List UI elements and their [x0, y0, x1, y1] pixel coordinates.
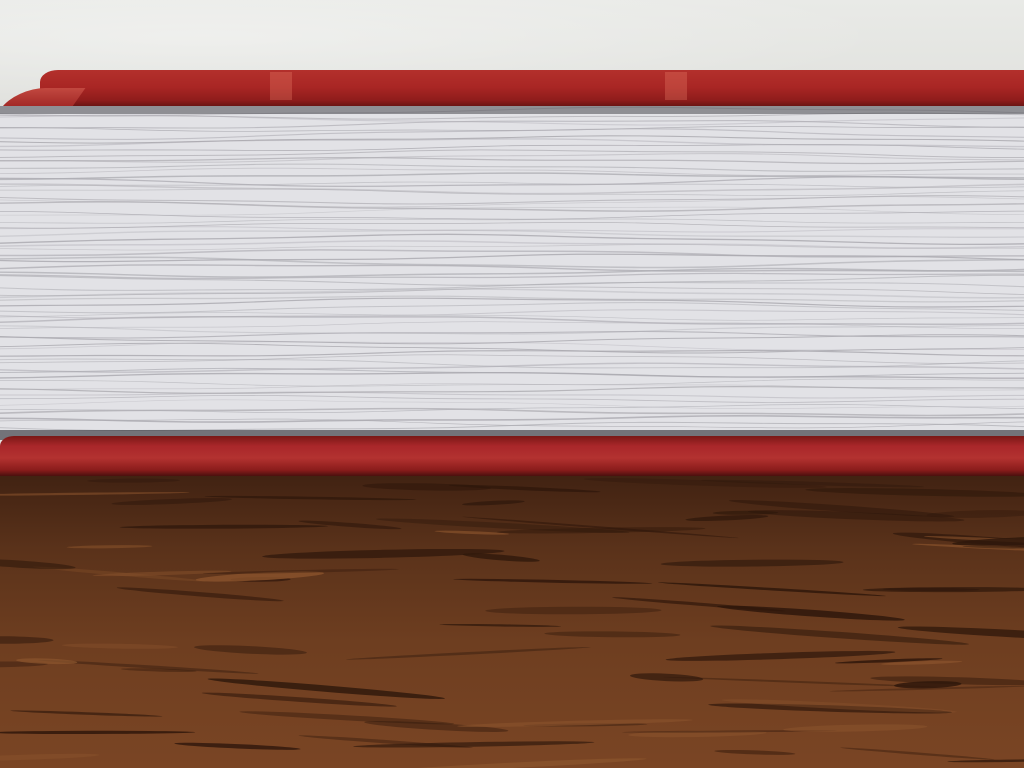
wood-grain-streak [661, 559, 844, 568]
wood-grain-streak [783, 723, 927, 733]
book [0, 70, 1024, 480]
wood-grain-streak [0, 731, 195, 735]
wood-grain-streak [710, 623, 969, 647]
wood-grain-streak [62, 643, 178, 650]
wood-grain-streak [204, 495, 416, 501]
book-cover-top [40, 70, 1024, 108]
wood-grain-streak [377, 756, 646, 768]
wood-grain-streak [717, 603, 905, 623]
wood-grain-streak [194, 643, 307, 656]
page-lines [0, 106, 1024, 440]
wood-grain-streak [840, 746, 994, 760]
wood-grain-streak [805, 486, 1024, 498]
wood-grain-streak [298, 519, 401, 531]
wood-grain-streak [116, 586, 283, 604]
book-cover-bottom [0, 436, 1024, 476]
wood-grain-streak [0, 752, 100, 762]
wood-grain-streak [239, 709, 454, 726]
wood-grain-streak [462, 499, 525, 506]
wood-grain-streak [462, 552, 539, 564]
wood-grain [0, 455, 1024, 768]
wood-grain-streak [0, 636, 54, 644]
wood-grain-streak [439, 623, 561, 627]
wood-grain-streak [453, 578, 652, 585]
cover-top-band [665, 72, 687, 100]
wood-grain-streak [111, 497, 232, 507]
wood-grain-streak [685, 514, 768, 522]
wood-grain-streak [207, 676, 445, 702]
wood-grain-streak [485, 606, 661, 614]
wood-grain-streak [67, 545, 153, 549]
wood-grain-streak [174, 741, 300, 751]
book-page-edges [0, 106, 1024, 440]
wood-grain-streak [714, 749, 795, 756]
wood-grain-streak [346, 646, 591, 661]
wood-grain-streak [457, 718, 693, 729]
wood-grain-streak [10, 709, 162, 717]
wood-grain-streak [544, 631, 680, 638]
wood-grain-streak [120, 524, 328, 529]
wood-grain-streak [0, 491, 190, 496]
cover-top-band [270, 72, 292, 100]
wooden-table [0, 455, 1024, 768]
wood-grain-streak [658, 581, 886, 597]
page-shadow [0, 106, 1024, 114]
wood-grain-streak [434, 530, 509, 536]
wood-grain-streak [630, 672, 703, 683]
